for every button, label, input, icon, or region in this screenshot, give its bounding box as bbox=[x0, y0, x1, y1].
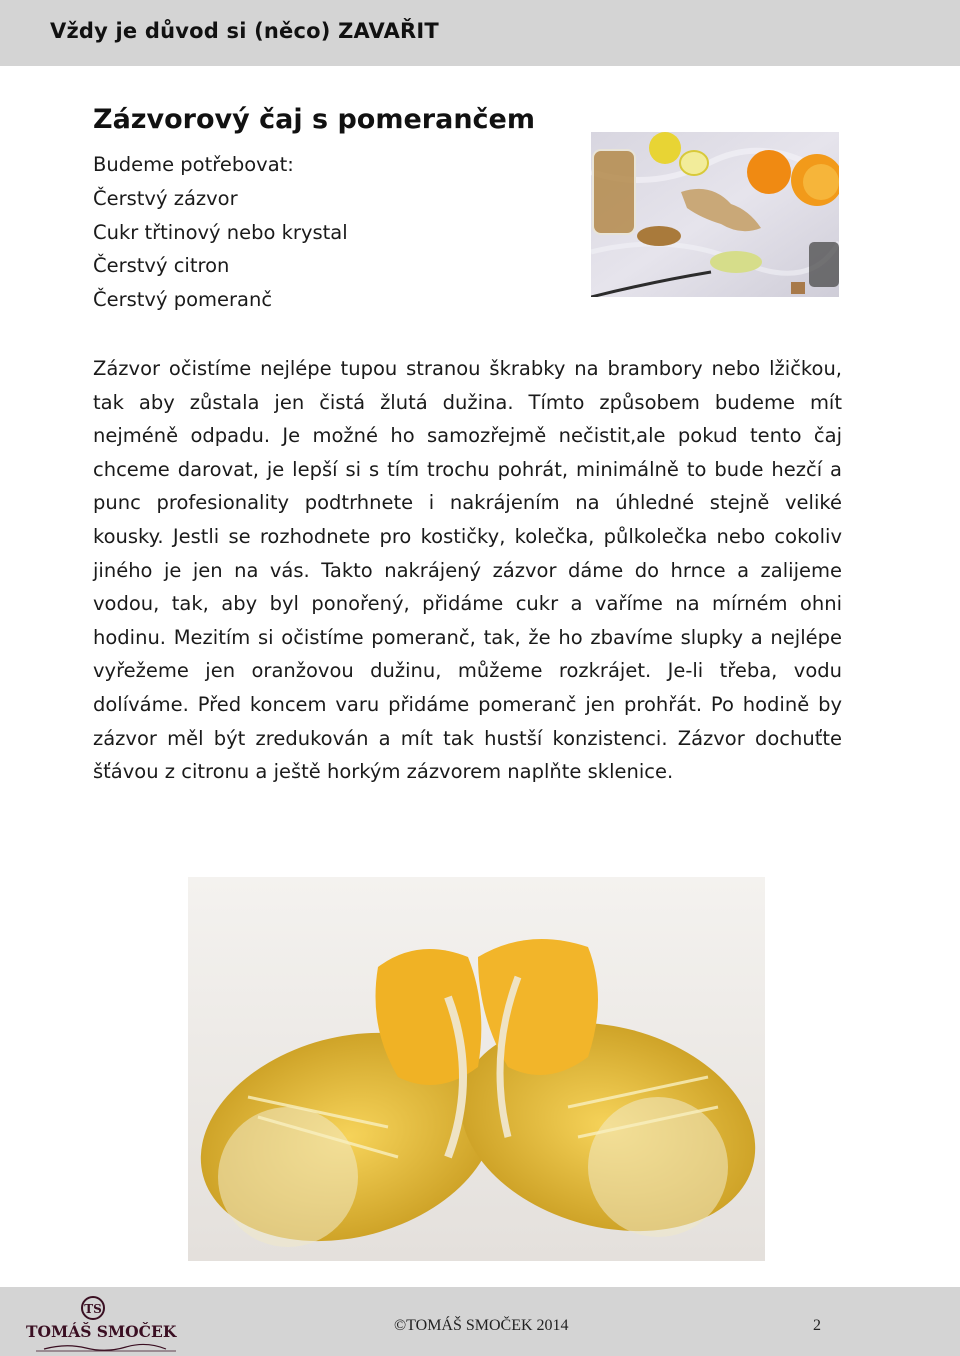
page-header bbox=[0, 0, 960, 66]
header-title: Vždy je důvod si (něco) ZAVAŘIT bbox=[50, 19, 439, 43]
ingredients-label: Budeme potřebovat: bbox=[93, 153, 294, 176]
logo-emblem-icon bbox=[26, 1295, 176, 1325]
page-number: 2 bbox=[813, 1317, 821, 1334]
logo-name: TOMÁŠ SMOČEK bbox=[26, 1322, 177, 1341]
logo-initials: TS bbox=[84, 1302, 102, 1316]
page-footer bbox=[0, 1287, 960, 1356]
ingredient-item: Čerstvý citron bbox=[93, 254, 230, 277]
ingredients-photo bbox=[591, 132, 839, 297]
ingredients-photo-illustration bbox=[591, 132, 839, 297]
recipe-instructions: Zázvor očistíme nejlépe tupou stranou škrabky na brambory nebo lžičkou, tak aby zůstala jen čistá žlutá dužina. Tímto způsobem budeme mít nejméně odpadu. Je možné ho samozřejmě nečistit,ale pokud tento čaj chceme darovat, je lepší si s tím trochu pohrát, minimálně to bude hezčí a punc profesionality podtrhnete i nakrájením na úhledné stejně veliké kousky. Jestli se rozhodnete pro kostičky, kolečka, půlkolečka nebo cokoliv jiného je jen na vás. Takto nakrájený zázvor dáme do hrnce a zalijeme vodou, tak, aby byl ponořený, přidáme cukr a vaříme na mírném ohni hodinu. Mezitím si očistíme pomeranč, tak, že ho zbavíme slupky a nejlépe vyřežeme jen oranžovou dužinu, můžeme rozkrájet. Je-li třeba, vodu dolíváme. Před koncem varu přidáme pomeranč jen prohřát. Po hodině by zázvor měl být zredukován a mít tak hustší konzistenci. Zázvor dochuťte šťávou z citronu a ještě horkým zázvorem naplňte sklenice. bbox=[93, 357, 842, 784]
ingredient-item: Cukr třtinový nebo krystal bbox=[93, 221, 348, 244]
jars-photo bbox=[188, 877, 765, 1261]
author-logo bbox=[26, 1295, 176, 1353]
recipe-title: Zázvorový čaj s pomerančem bbox=[93, 104, 536, 135]
signature-icon bbox=[36, 1341, 186, 1355]
jars-photo-illustration bbox=[188, 877, 765, 1261]
ingredient-item: Čerstvý zázvor bbox=[93, 187, 238, 210]
copyright-notice: ©TOMÁŠ SMOČEK 2014 bbox=[394, 1317, 569, 1334]
ingredient-item: Čerstvý pomeranč bbox=[93, 288, 273, 311]
